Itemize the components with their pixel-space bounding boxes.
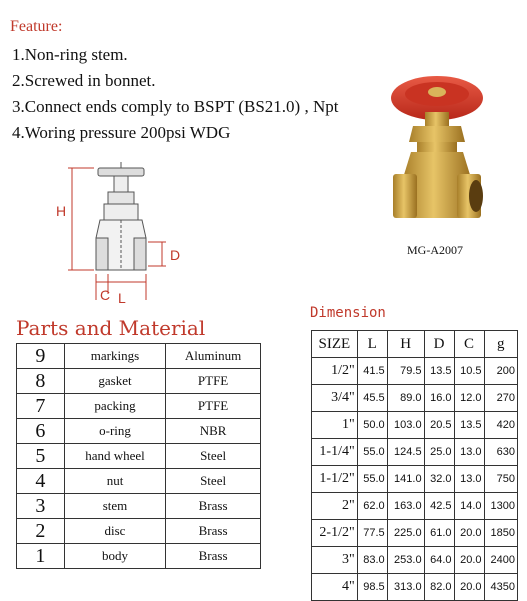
dimension-size-cell: 1-1/4" (312, 439, 358, 466)
dimension-size-cell: 1/2" (312, 358, 358, 385)
feature-line-4: 4.Woring pressure 200psi WDG (12, 123, 231, 142)
dimension-header-cell: SIZE (312, 331, 358, 358)
parts-cell-name: gasket (64, 369, 165, 394)
parts-cell-material: Aluminum (166, 344, 261, 369)
parts-cell-material: Brass (166, 494, 261, 519)
dimension-value-cell: 45.5 (357, 385, 387, 412)
parts-cell-no: 1 (17, 544, 65, 569)
table-row (17, 494, 261, 519)
product-model: MG-A2007 (407, 243, 463, 257)
parts-cell-no: 6 (17, 419, 65, 444)
parts-cell-no: 4 (17, 469, 65, 494)
dimension-header-cell: C (454, 331, 484, 358)
parts-cell-name: packing (64, 394, 165, 419)
feature-line-1: 1.Non-ring stem. (12, 45, 128, 64)
valve-dimension-drawing (50, 160, 200, 310)
dimension-title: Dimension (310, 305, 386, 321)
table-row (312, 412, 518, 439)
parts-cell-no: 9 (17, 344, 65, 369)
parts-cell-name: markings (64, 344, 165, 369)
table-row (17, 344, 261, 369)
table-row (312, 574, 518, 601)
table-row (17, 544, 261, 569)
dimension-value-cell: 62.0 (357, 493, 387, 520)
table-row (312, 385, 518, 412)
dimension-value-cell: 313.0 (387, 574, 424, 601)
dimension-size-cell: 2" (312, 493, 358, 520)
table-row (17, 394, 261, 419)
parts-cell-no: 3 (17, 494, 65, 519)
dimension-value-cell: 89.0 (387, 385, 424, 412)
dimension-value-cell: 98.5 (357, 574, 387, 601)
dimension-value-cell: 14.0 (454, 493, 484, 520)
table-row (312, 493, 518, 520)
gate-valve-product-image (375, 68, 515, 238)
parts-cell-material: PTFE (166, 369, 261, 394)
dimension-size-cell: 3" (312, 547, 358, 574)
dimension-size-cell: 1-1/2" (312, 466, 358, 493)
dimension-header-cell: L (357, 331, 387, 358)
dimension-value-cell: 20.5 (424, 412, 454, 439)
dimension-header-cell: H (387, 331, 424, 358)
dimension-value-cell: 64.0 (424, 547, 454, 574)
dimension-value-cell: 55.0 (357, 439, 387, 466)
table-row (17, 369, 261, 394)
dimension-header-cell: g (484, 331, 518, 358)
dimension-value-cell: 750 (484, 466, 518, 493)
parts-cell-material: PTFE (166, 394, 261, 419)
dimension-value-cell: 20.0 (454, 547, 484, 574)
parts-title: Parts and Material (16, 316, 206, 340)
parts-cell-no: 7 (17, 394, 65, 419)
parts-cell-no: 8 (17, 369, 65, 394)
dimension-value-cell: 61.0 (424, 520, 454, 547)
dimension-value-cell: 12.0 (454, 385, 484, 412)
dimension-value-cell: 32.0 (424, 466, 454, 493)
dimension-value-cell: 630 (484, 439, 518, 466)
dimension-value-cell: 141.0 (387, 466, 424, 493)
label-c: C (100, 287, 111, 303)
dimension-value-cell: 1300 (484, 493, 518, 520)
parts-cell-material: NBR (166, 419, 261, 444)
dimension-value-cell: 163.0 (387, 493, 424, 520)
table-header-row (312, 331, 518, 358)
parts-cell-material: Steel (166, 444, 261, 469)
dimension-value-cell: 79.5 (387, 358, 424, 385)
table-row (17, 519, 261, 544)
dimension-value-cell: 13.0 (454, 466, 484, 493)
dimension-value-cell: 4350 (484, 574, 518, 601)
dimension-value-cell: 50.0 (357, 412, 387, 439)
parts-cell-material: Steel (166, 469, 261, 494)
parts-cell-name: disc (64, 519, 165, 544)
label-d: D (170, 247, 181, 263)
dimension-value-cell: 225.0 (387, 520, 424, 547)
table-row (312, 547, 518, 574)
dimension-value-cell: 20.0 (454, 520, 484, 547)
dimension-value-cell: 82.0 (424, 574, 454, 601)
parts-cell-material: Brass (166, 519, 261, 544)
dimension-value-cell: 270 (484, 385, 518, 412)
dimension-value-cell: 10.5 (454, 358, 484, 385)
parts-cell-name: nut (64, 469, 165, 494)
dimension-value-cell: 13.0 (454, 439, 484, 466)
dimension-value-cell: 1850 (484, 520, 518, 547)
table-row (17, 444, 261, 469)
table-row (312, 358, 518, 385)
table-row (312, 466, 518, 493)
dimension-value-cell: 124.5 (387, 439, 424, 466)
dimension-value-cell: 42.5 (424, 493, 454, 520)
dimension-value-cell: 200 (484, 358, 518, 385)
dimension-size-cell: 2-1/2" (312, 520, 358, 547)
parts-cell-name: stem (64, 494, 165, 519)
dimension-size-cell: 4" (312, 574, 358, 601)
label-l: L (118, 290, 126, 306)
table-row (312, 439, 518, 466)
feature-title: Feature: (10, 18, 63, 35)
dimension-value-cell: 16.0 (424, 385, 454, 412)
dimension-value-cell: 2400 (484, 547, 518, 574)
dimension-size-cell: 1" (312, 412, 358, 439)
dimension-value-cell: 13.5 (424, 358, 454, 385)
dimension-value-cell: 420 (484, 412, 518, 439)
dimension-header-cell: D (424, 331, 454, 358)
parts-cell-name: body (64, 544, 165, 569)
dimension-table (311, 330, 518, 601)
parts-cell-name: hand wheel (64, 444, 165, 469)
table-row (312, 520, 518, 547)
dimension-value-cell: 55.0 (357, 466, 387, 493)
dimension-value-cell: 253.0 (387, 547, 424, 574)
dimension-value-cell: 83.0 (357, 547, 387, 574)
dimension-size-cell: 3/4" (312, 385, 358, 412)
parts-table (16, 343, 261, 569)
table-row (17, 419, 261, 444)
parts-cell-no: 2 (17, 519, 65, 544)
dimension-value-cell: 103.0 (387, 412, 424, 439)
parts-cell-material: Brass (166, 544, 261, 569)
feature-line-3: 3.Connect ends comply to BSPT (BS21.0) , Npt (12, 97, 339, 116)
parts-cell-name: o-ring (64, 419, 165, 444)
dimension-value-cell: 13.5 (454, 412, 484, 439)
dimension-value-cell: 25.0 (424, 439, 454, 466)
parts-cell-no: 5 (17, 444, 65, 469)
label-h: H (56, 203, 67, 219)
dimension-value-cell: 77.5 (357, 520, 387, 547)
dimension-value-cell: 41.5 (357, 358, 387, 385)
dimension-value-cell: 20.0 (454, 574, 484, 601)
table-row (17, 469, 261, 494)
feature-line-2: 2.Screwed in bonnet. (12, 71, 156, 90)
